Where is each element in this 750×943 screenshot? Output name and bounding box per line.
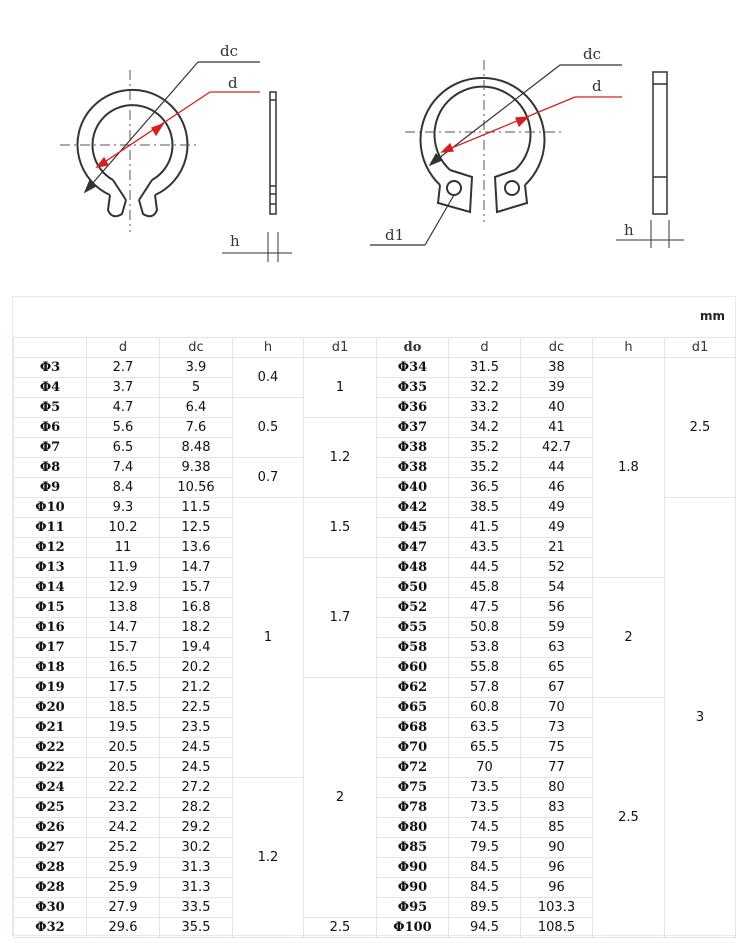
left-dc-cell: 24.5 xyxy=(160,758,233,778)
left-d-cell: 11.9 xyxy=(87,558,160,578)
right-dc-cell: 41 xyxy=(521,418,593,438)
left-d-cell: 15.7 xyxy=(87,638,160,658)
left-dc-cell: 8.48 xyxy=(160,438,233,458)
left-dc-cell: 14.7 xyxy=(160,558,233,578)
right-size-cell: Φ37 xyxy=(377,418,449,438)
right-d-cell: 34.2 xyxy=(449,418,521,438)
right-size-cell: Φ80 xyxy=(377,818,449,838)
right-d-cell: 47.5 xyxy=(449,598,521,618)
left-d-label: d xyxy=(228,74,238,92)
right-dc-cell: 83 xyxy=(521,798,593,818)
left-dc-cell: 23.5 xyxy=(160,718,233,738)
left-d-cell: 27.9 xyxy=(87,898,160,918)
right-d-cell: 55.8 xyxy=(449,658,521,678)
right-h-cell: 1.8 xyxy=(593,358,665,578)
right-dc-cell: 40 xyxy=(521,398,593,418)
right-dc-cell: 49 xyxy=(521,518,593,538)
right-d-cell: 53.8 xyxy=(449,638,521,658)
left-size-cell: Φ18 xyxy=(14,658,87,678)
right-dc-cell: 52 xyxy=(521,558,593,578)
left-d-leader xyxy=(97,92,260,167)
left-size-cell: Φ27 xyxy=(14,838,87,858)
right-size-cell: Φ75 xyxy=(377,778,449,798)
right-dc-cell: 65 xyxy=(521,658,593,678)
left-d-cell: 16.5 xyxy=(87,658,160,678)
right-dc-cell: 56 xyxy=(521,598,593,618)
left-d-cell: 25.9 xyxy=(87,878,160,898)
right-dc-cell: 46 xyxy=(521,478,593,498)
right-size-cell: Φ38 xyxy=(377,458,449,478)
left-dc-cell: 29.2 xyxy=(160,818,233,838)
header-right-d1: d1 xyxy=(665,338,736,358)
left-d-cell: 18.5 xyxy=(87,698,160,718)
right-size-cell: Φ90 xyxy=(377,858,449,878)
right-d-cell: 70 xyxy=(449,758,521,778)
right-size-cell: Φ70 xyxy=(377,738,449,758)
right-d-cell: 36.5 xyxy=(449,478,521,498)
left-d-cell: 14.7 xyxy=(87,618,160,638)
right-d-cell: 84.5 xyxy=(449,878,521,898)
right-size-cell: Φ100 xyxy=(377,918,449,938)
right-dc-cell: 38 xyxy=(521,358,593,378)
right-d-cell: 84.5 xyxy=(449,858,521,878)
right-dc-cell: 67 xyxy=(521,678,593,698)
left-h-cell: 1 xyxy=(233,498,304,778)
left-dc-cell: 21.2 xyxy=(160,678,233,698)
header-left-dc: dc xyxy=(160,338,233,358)
left-center-lines xyxy=(60,70,200,232)
right-dc-cell: 39 xyxy=(521,378,593,398)
right-d-cell: 74.5 xyxy=(449,818,521,838)
left-d-cell: 25.9 xyxy=(87,858,160,878)
left-dc-label: dc xyxy=(220,42,239,60)
left-size-cell: Φ10 xyxy=(14,498,87,518)
left-d-cell: 23.2 xyxy=(87,798,160,818)
left-d-cell: 20.5 xyxy=(87,758,160,778)
left-size-cell: Φ21 xyxy=(14,718,87,738)
right-size-cell: Φ50 xyxy=(377,578,449,598)
header-left-size xyxy=(14,338,87,358)
left-size-cell: Φ22 xyxy=(14,758,87,778)
left-dc-cell: 6.4 xyxy=(160,398,233,418)
left-h-cell: 0.7 xyxy=(233,458,304,498)
right-size-cell: Φ40 xyxy=(377,478,449,498)
right-dc-label: dc xyxy=(583,45,602,63)
right-ring-drawing xyxy=(421,78,545,212)
left-d-cell: 22.2 xyxy=(87,778,160,798)
left-size-cell: Φ30 xyxy=(14,898,87,918)
right-d-cell: 35.2 xyxy=(449,458,521,478)
left-h-cell: 1.2 xyxy=(233,778,304,938)
left-size-cell: Φ20 xyxy=(14,698,87,718)
left-dc-cell: 10.56 xyxy=(160,478,233,498)
right-dc-cell: 77 xyxy=(521,758,593,778)
right-dc-cell: 49 xyxy=(521,498,593,518)
left-size-cell: Φ22 xyxy=(14,738,87,758)
left-d-cell: 17.5 xyxy=(87,678,160,698)
right-d1-label: d1 xyxy=(385,226,405,244)
left-d1-cell: 2 xyxy=(304,678,377,918)
right-size-cell: Φ65 xyxy=(377,698,449,718)
right-dc-cell: 70 xyxy=(521,698,593,718)
right-d-cell: 73.5 xyxy=(449,778,521,798)
left-d-cell: 12.9 xyxy=(87,578,160,598)
right-d-cell: 63.5 xyxy=(449,718,521,738)
left-size-cell: Φ5 xyxy=(14,398,87,418)
left-dc-cell: 27.2 xyxy=(160,778,233,798)
right-d-cell: 94.5 xyxy=(449,918,521,938)
right-d-cell: 35.2 xyxy=(449,438,521,458)
right-dc-cell: 75 xyxy=(521,738,593,758)
right-size-cell: Φ60 xyxy=(377,658,449,678)
left-d-cell: 8.4 xyxy=(87,478,160,498)
right-size-cell: Φ47 xyxy=(377,538,449,558)
left-dc-cell: 3.9 xyxy=(160,358,233,378)
left-h-label: h xyxy=(230,232,240,250)
left-size-cell: Φ24 xyxy=(14,778,87,798)
right-dc-cell: 44 xyxy=(521,458,593,478)
left-d1-cell: 1.5 xyxy=(304,498,377,558)
right-d-cell: 38.5 xyxy=(449,498,521,518)
left-size-cell: Φ11 xyxy=(14,518,87,538)
right-d-label: d xyxy=(592,77,602,95)
right-d-leader xyxy=(442,97,622,152)
left-size-cell: Φ13 xyxy=(14,558,87,578)
right-dc-cell: 103.3 xyxy=(521,898,593,918)
header-right-h: h xyxy=(593,338,665,358)
left-d-cell: 6.5 xyxy=(87,438,160,458)
right-d-cell: 79.5 xyxy=(449,838,521,858)
left-size-cell: Φ6 xyxy=(14,418,87,438)
left-h-cell: 0.5 xyxy=(233,398,304,458)
right-d1-cell: 2.5 xyxy=(665,358,736,498)
left-d-cell: 2.7 xyxy=(87,358,160,378)
technical-drawings xyxy=(0,0,750,290)
right-h-cell: 2 xyxy=(593,578,665,698)
left-d-cell: 7.4 xyxy=(87,458,160,478)
left-size-cell: Φ9 xyxy=(14,478,87,498)
right-dc-cell: 54 xyxy=(521,578,593,598)
right-size-cell: Φ52 xyxy=(377,598,449,618)
left-size-cell: Φ7 xyxy=(14,438,87,458)
left-dc-cell: 15.7 xyxy=(160,578,233,598)
table-row xyxy=(14,358,736,378)
left-dc-cell: 30.2 xyxy=(160,838,233,858)
right-dc-cell: 96 xyxy=(521,878,593,898)
left-dc-cell: 16.8 xyxy=(160,598,233,618)
table-header-row xyxy=(14,338,736,358)
header-left-d: d xyxy=(87,338,160,358)
left-dc-cell: 19.4 xyxy=(160,638,233,658)
right-d-cell: 43.5 xyxy=(449,538,521,558)
right-d-cell: 50.8 xyxy=(449,618,521,638)
left-d-cell: 9.3 xyxy=(87,498,160,518)
left-dc-cell: 24.5 xyxy=(160,738,233,758)
header-right-dc: dc xyxy=(521,338,593,358)
spec-table-container xyxy=(12,296,736,936)
right-d-cell: 89.5 xyxy=(449,898,521,918)
left-size-cell: Φ28 xyxy=(14,878,87,898)
left-size-cell: Φ25 xyxy=(14,798,87,818)
right-dc-cell: 80 xyxy=(521,778,593,798)
left-size-cell: Φ3 xyxy=(14,358,87,378)
left-dc-cell: 31.3 xyxy=(160,858,233,878)
left-size-cell: Φ14 xyxy=(14,578,87,598)
left-d1-cell: 2.5 xyxy=(304,918,377,938)
left-size-cell: Φ19 xyxy=(14,678,87,698)
header-left-h: h xyxy=(233,338,304,358)
left-size-cell: Φ32 xyxy=(14,918,87,938)
right-dc-cell: 42.7 xyxy=(521,438,593,458)
right-dc-cell: 96 xyxy=(521,858,593,878)
left-dc-cell: 13.6 xyxy=(160,538,233,558)
left-d1-cell: 1 xyxy=(304,358,377,418)
left-dc-cell: 20.2 xyxy=(160,658,233,678)
left-size-cell: Φ12 xyxy=(14,538,87,558)
right-dc-cell: 90 xyxy=(521,838,593,858)
left-h-cell: 0.4 xyxy=(233,358,304,398)
left-size-cell: Φ16 xyxy=(14,618,87,638)
left-d1-cell: 1.2 xyxy=(304,418,377,498)
left-d-cell: 20.5 xyxy=(87,738,160,758)
left-d-cell: 5.6 xyxy=(87,418,160,438)
right-size-cell: Φ45 xyxy=(377,518,449,538)
left-dc-cell: 7.6 xyxy=(160,418,233,438)
left-dc-cell: 5 xyxy=(160,378,233,398)
left-d-cell: 19.5 xyxy=(87,718,160,738)
right-size-cell: Φ78 xyxy=(377,798,449,818)
left-d-cell: 4.7 xyxy=(87,398,160,418)
right-size-cell: Φ72 xyxy=(377,758,449,778)
left-size-cell: Φ28 xyxy=(14,858,87,878)
right-size-cell: Φ42 xyxy=(377,498,449,518)
right-dc-cell: 21 xyxy=(521,538,593,558)
right-d-cell: 44.5 xyxy=(449,558,521,578)
right-dc-cell: 63 xyxy=(521,638,593,658)
left-size-cell: Φ8 xyxy=(14,458,87,478)
right-size-cell: Φ68 xyxy=(377,718,449,738)
right-dc-cell: 108.5 xyxy=(521,918,593,938)
left-dc-cell: 35.5 xyxy=(160,918,233,938)
right-d-cell: 41.5 xyxy=(449,518,521,538)
right-size-cell: Φ36 xyxy=(377,398,449,418)
right-h-cell: 2.5 xyxy=(593,698,665,938)
right-size-cell: Φ85 xyxy=(377,838,449,858)
right-h-label: h xyxy=(624,221,634,239)
left-d-cell: 29.6 xyxy=(87,918,160,938)
right-d-cell: 65.5 xyxy=(449,738,521,758)
left-d-cell: 24.2 xyxy=(87,818,160,838)
right-d1-cell: 3 xyxy=(665,498,736,938)
header-right-size: do xyxy=(377,338,449,358)
right-size-cell: Φ55 xyxy=(377,618,449,638)
right-d-cell: 60.8 xyxy=(449,698,521,718)
left-d-cell: 10.2 xyxy=(87,518,160,538)
right-size-cell: Φ95 xyxy=(377,898,449,918)
left-dc-cell: 18.2 xyxy=(160,618,233,638)
header-left-d1: d1 xyxy=(304,338,377,358)
right-d-cell: 33.2 xyxy=(449,398,521,418)
right-d-cell: 32.2 xyxy=(449,378,521,398)
left-size-cell: Φ15 xyxy=(14,598,87,618)
left-d-cell: 3.7 xyxy=(87,378,160,398)
left-size-cell: Φ26 xyxy=(14,818,87,838)
right-d-cell: 57.8 xyxy=(449,678,521,698)
right-d1-leader xyxy=(370,195,454,245)
left-dc-cell: 11.5 xyxy=(160,498,233,518)
right-size-cell: Φ58 xyxy=(377,638,449,658)
left-dc-cell: 33.5 xyxy=(160,898,233,918)
left-size-cell: Φ17 xyxy=(14,638,87,658)
right-d-cell: 45.8 xyxy=(449,578,521,598)
left-dc-cell: 31.3 xyxy=(160,878,233,898)
right-size-cell: Φ48 xyxy=(377,558,449,578)
left-d-cell: 13.8 xyxy=(87,598,160,618)
right-center-lines xyxy=(405,60,565,222)
left-d-cell: 11 xyxy=(87,538,160,558)
right-size-cell: Φ35 xyxy=(377,378,449,398)
left-dc-cell: 22.5 xyxy=(160,698,233,718)
right-d-cell: 73.5 xyxy=(449,798,521,818)
right-size-cell: Φ38 xyxy=(377,438,449,458)
left-d1-cell: 1.7 xyxy=(304,558,377,678)
left-d-cell: 25.2 xyxy=(87,838,160,858)
right-size-cell: Φ34 xyxy=(377,358,449,378)
right-dc-cell: 73 xyxy=(521,718,593,738)
left-dc-cell: 9.38 xyxy=(160,458,233,478)
right-size-cell: Φ62 xyxy=(377,678,449,698)
left-dc-cell: 12.5 xyxy=(160,518,233,538)
unit-label: mm xyxy=(700,309,726,323)
left-dc-cell: 28.2 xyxy=(160,798,233,818)
right-d-cell: 31.5 xyxy=(449,358,521,378)
left-size-cell: Φ4 xyxy=(14,378,87,398)
right-dc-cell: 59 xyxy=(521,618,593,638)
left-ring-drawing xyxy=(78,90,188,216)
right-size-cell: Φ90 xyxy=(377,878,449,898)
right-dc-cell: 85 xyxy=(521,818,593,838)
spec-table xyxy=(13,337,736,938)
header-right-d: d xyxy=(449,338,521,358)
